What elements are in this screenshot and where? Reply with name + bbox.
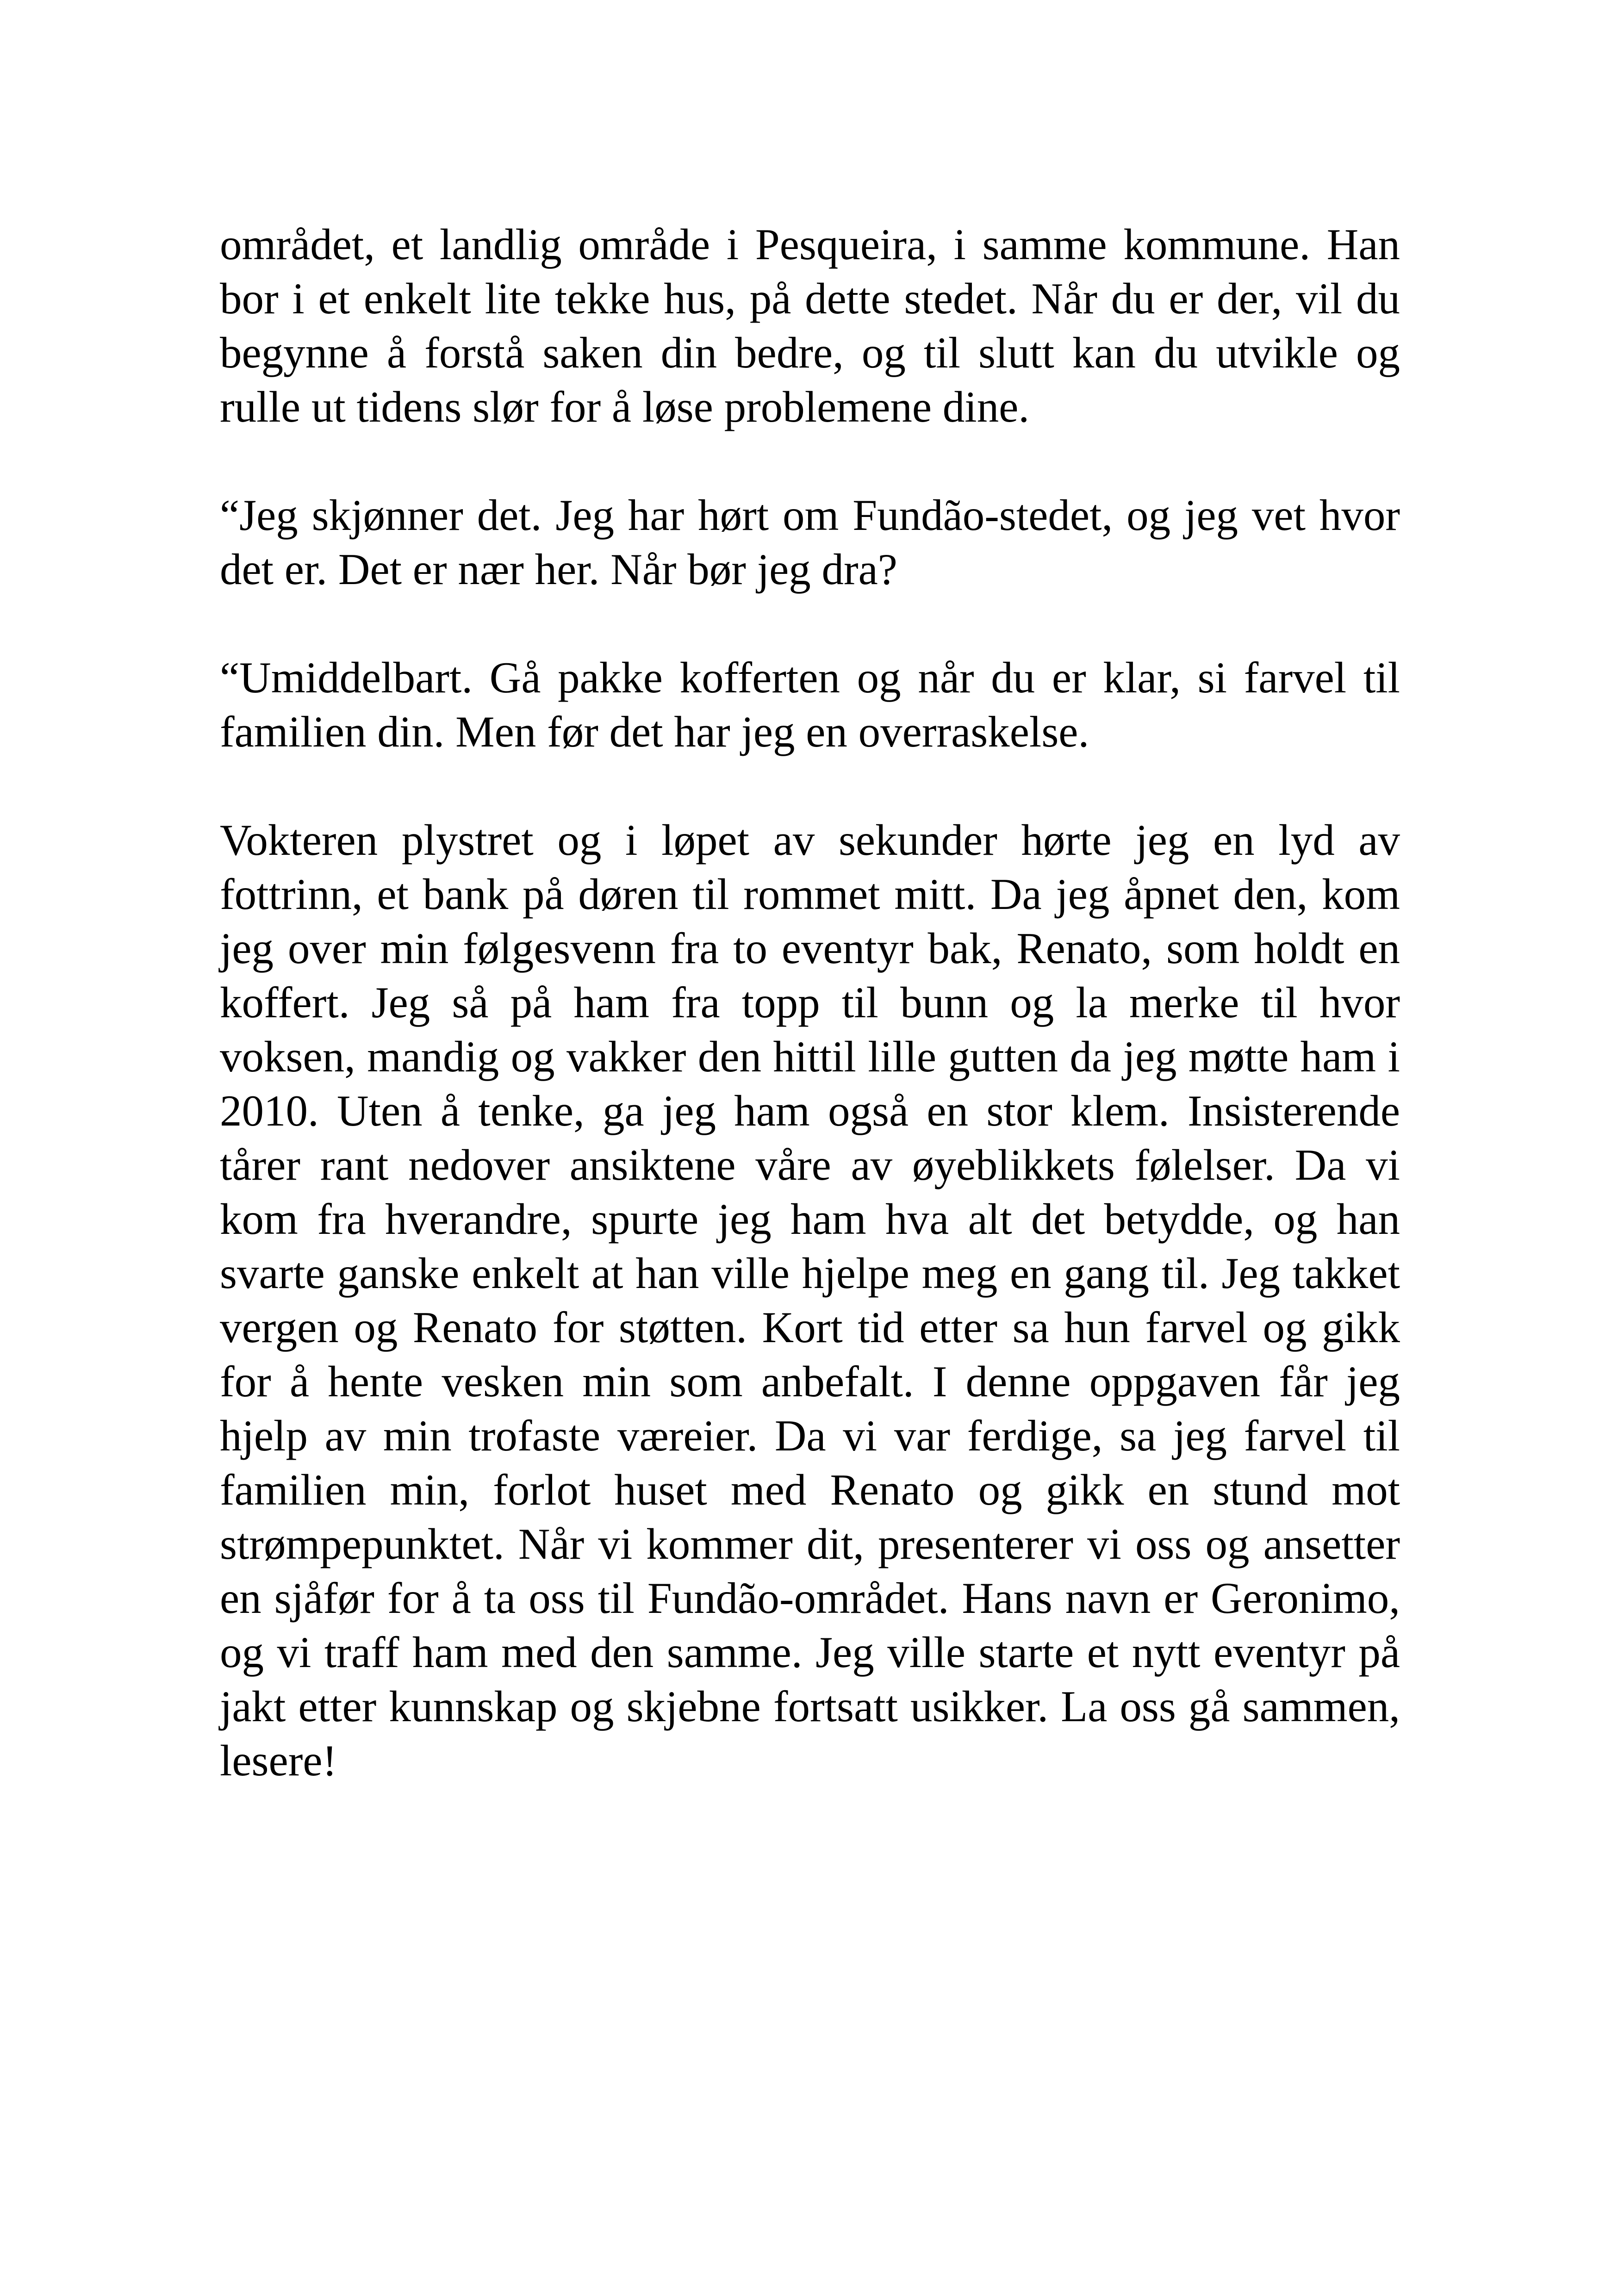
body-text xyxy=(220,218,1400,1788)
paragraph-3-dialogue: “Umiddelbart. Gå pakke kofferten og når du er klar, si farvel til familien din. Men før det har jeg en overraskelse. xyxy=(220,653,1400,756)
paragraph-4: Vokteren plystret og i løpet av sekunder hørte jeg en lyd av fottrinn, et bank på døren til rommet mitt. Da jeg åpnet den, kom jeg over min følgesvenn fra to eventyr bak, Renato, som holdt en koffert. Jeg så på ham fra topp til bunn og la merke til hvor voksen, mandig og vakker den hittil lille gutten da jeg møtte ham i 2010. Uten å tenke, ga jeg ham også en stor klem. Insisterende tårer rant nedover ansiktene våre av øyeblikkets følelser. Da vi kom fra hverandre, spurte jeg ham hva alt det betydde, og han svarte ganske enkelt at han ville hjelpe meg en gang til. Jeg takket vergen og Renato for støtten. Kort tid etter sa hun farvel og gikk for å hente vesken min som anbefalt. I denne oppgaven får jeg hjelp av min trofaste væreier. Da vi var ferdige, sa jeg farvel til familien min, forlot huset med Renato og gikk en stund mot strømpepunktet. Når vi kommer dit, presenterer vi oss og ansetter en sjåfør for å ta oss til Fundão-området. Hans navn er Geronimo, og vi traff ham med den samme. Jeg ville starte et nytt eventyr på jakt etter kunnskap og skjebne fortsatt usikker. La oss gå sammen, lesere! xyxy=(220,815,1400,1785)
paragraph-2-dialogue: “Jeg skjønner det. Jeg har hørt om Fundão-stedet, og jeg vet hvor det er. Det er nær her. Når bør jeg dra? xyxy=(220,491,1400,594)
paragraph-1: området, et landlig område i Pesqueira, i samme kommune. Han bor i et enkelt lite tekke hus, på dette stedet. Når du er der, vil du begynne å forstå saken din bedre, og til slutt kan du utvikle og rulle ut tidens slør for å løse problemene dine. xyxy=(220,220,1400,431)
